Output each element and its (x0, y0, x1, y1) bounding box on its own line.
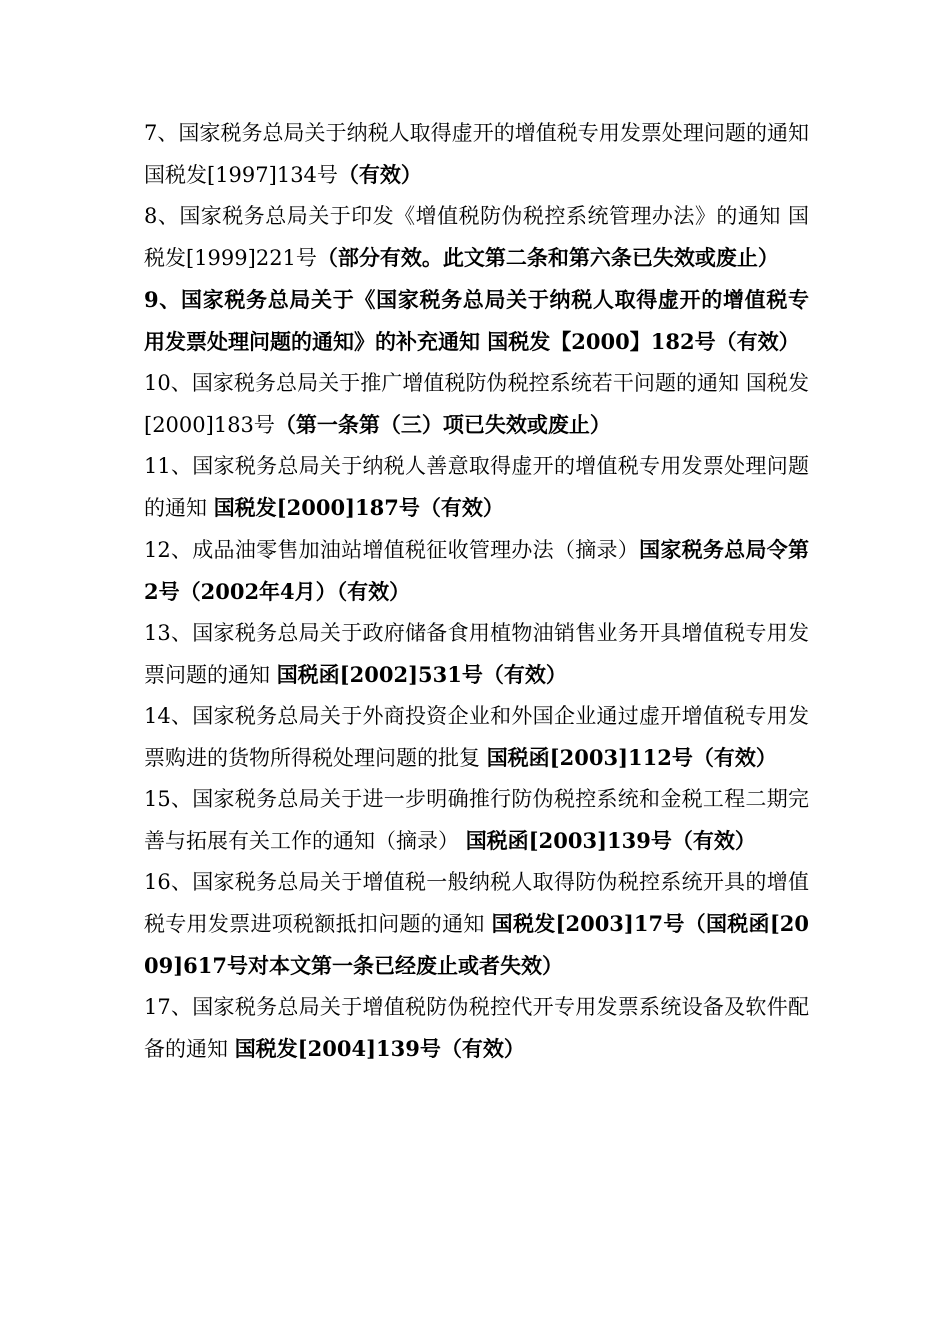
list-item-13 (144, 613, 809, 696)
item-status: 国家税务总局令第2号（2002年4月）（有效） (144, 537, 809, 604)
item-text: 11、国家税务总局关于纳税人善意取得虚开的增值税专用发票处理问题的通知 (144, 454, 809, 520)
item-text: 14、国家税务总局关于外商投资企业和外国企业通过虚开增值税专用发票购进的货物所得税处理问题的批复 (144, 704, 809, 770)
item-status: 国税发[2000]187号（有效） (213, 495, 504, 520)
item-text: 10、国家税务总局关于推广增值税防伪税控系统若干问题的通知 国税发[2000]183号 (144, 371, 809, 437)
list-item-11 (144, 446, 809, 529)
item-status: （第一条第（三）项已失效或废止） (274, 412, 611, 437)
list-item-14 (144, 696, 809, 779)
list-item-7 (144, 113, 809, 196)
item-status: 国税发[2003]17号（国税函[2009]617号对本文第一条已经废止或者失效） (144, 911, 809, 978)
list-item-12 (144, 529, 809, 613)
item-status: 国税函[2003]139号（有效） (465, 828, 756, 853)
list-item-16 (144, 862, 809, 987)
item-status: （部分有效。此文第二条和第六条已失效或废止） (316, 245, 779, 270)
item-status: 9、国家税务总局关于《国家税务总局关于纳税人取得虚开的增值税专用发票处理问题的通知》的补充通知 国税发【2000】182号（有效） (144, 287, 809, 354)
document-page (144, 113, 809, 1070)
list-item-9 (144, 279, 809, 363)
item-text: 17、国家税务总局关于增值税防伪税控代开专用发票系统设备及软件配备的通知 (144, 995, 809, 1061)
item-text: 16、国家税务总局关于增值税一般纳税人取得防伪税控系统开具的增值税专用发票进项税额抵扣问题的通知 (144, 870, 809, 936)
item-text: 15、国家税务总局关于进一步明确推行防伪税控系统和金税工程二期完善与拓展有关工作的通知（摘录） (144, 787, 809, 853)
list-item-10 (144, 363, 809, 446)
item-text: 13、国家税务总局关于政府储备食用植物油销售业务开具增值税专用发票问题的通知 (144, 621, 809, 687)
item-text: 7、国家税务总局关于纳税人取得虚开的增值税专用发票处理问题的通知 国税发[1997]134号 (144, 121, 809, 187)
item-text: 12、成品油零售加油站增值税征收管理办法（摘录） (144, 538, 640, 562)
list-item-17 (144, 987, 809, 1070)
list-item-15 (144, 779, 809, 862)
item-status: （有效） (337, 162, 422, 187)
item-status: 国税发[2004]139号（有效） (234, 1036, 525, 1061)
item-status: 国税函[2002]531号（有效） (276, 662, 567, 687)
item-status: 国税函[2003]112号（有效） (486, 745, 777, 770)
list-item-8 (144, 196, 809, 279)
item-text: 8、国家税务总局关于印发《增值税防伪税控系统管理办法》的通知 国税发[1999]221号 (144, 204, 809, 270)
